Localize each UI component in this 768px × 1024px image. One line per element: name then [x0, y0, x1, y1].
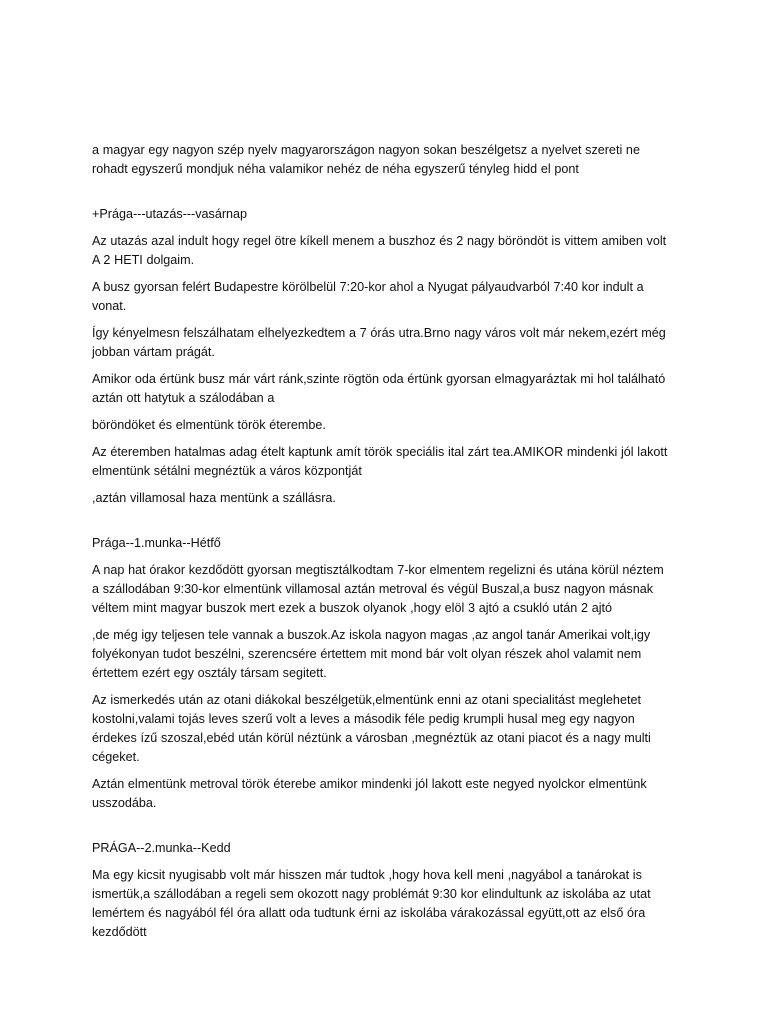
day1-paragraph-2: A busz gyorsan felért Budapestre körölbelül 7:20-kor ahol a Nyugat pályaudvarból 7:40 kor indult a vonat. — [92, 280, 644, 313]
day3-heading: PRÁGA--2.munka--Kedd — [92, 841, 231, 855]
day2-heading: Prága--1.munka--Hétfő — [92, 536, 221, 550]
day1-heading: +Prága---utazás---vasárnap — [92, 207, 248, 221]
day1-paragraph-7: ,aztán villamosal haza mentünk a szállásra. — [92, 491, 336, 505]
day1-paragraph-4: Amikor oda értünk busz már várt ránk,szinte rögtön oda értünk gyorsan elmagyaráztak mi hol található aztán ott hatytuk a szálodában a — [92, 372, 666, 405]
day2-paragraph-4: Aztán elmentünk metroval török éterebe amikor mindenki jól lakott este negyed nyolckor elmentünk usszodába. — [92, 777, 647, 810]
intro-paragraph: a magyar egy nagyon szép nyelv magyarországon nagyon sokan beszélgetsz a nyelvet szereti ne rohadt egyszerű mondjuk néha valamikor nehéz de néha egyszerű tényleg hidd el pont — [92, 143, 640, 176]
day3-paragraph-1: Ma egy kicsit nyugisabb volt már hisszen már tudtok ,hogy hova kell meni ,nagyábol a tanárokat is ismertük,a szállodában a regeli sem okozott nagy problémát 9:30 kor elindultunk az iskolába az utat lemértem és nagyából fél óra allatt oda tudtunk érni az iskolába várakozással együtt,ott az első óra kezdődött — [92, 868, 651, 939]
day2-paragraph-1: A nap hat órakor kezdődött gyorsan megtisztálkodtam 7-kor elmentem regelizni és utána körül néztem a szállodában 9:30-kor elmentünk villamosal aztán metroval és végül Buszal,a busz nagyon másnak véltem mint magyar buszok mert ezek a buszok olyanok ,hogy elöl 3 ajtó a csukló után 2 ajtó — [92, 563, 664, 615]
day1-paragraph-3: Így kényelmesn felszálhatam elhelyezkedtem a 7 órás utra.Brno nagy város volt már nekem,ezért még jobban vártam prágát. — [92, 326, 666, 359]
day2-paragraph-2: ,de még igy teljesen tele vannak a buszok.Az iskola nagyon magas ,az angol tanár Amerikai volt,igy folyékonyan tudot beszélni, szerencsére értettem mit mond bár volt olyan részek ahol valamit nem értettem ezért egy osztály társam segitett. — [92, 628, 651, 680]
day1-paragraph-6: Az éteremben hatalmas adag ételt kaptunk amít török speciális ital zárt tea.AMIKOR mindenki jól lakott elmentünk sétálni megnéztük a város központját — [92, 445, 668, 478]
day1-paragraph-1: Az utazás azal indult hogy regel ötre kíkell menem a buszhoz és 2 nagy böröndöt is vittem amiben volt A 2 HETI dolgaim. — [92, 234, 667, 267]
day1-paragraph-5: böröndöket és elmentünk török éterembe. — [92, 418, 326, 432]
day2-paragraph-3: Az ismerkedés után az otani diákokal beszélgetük,elmentünk enni az otani specialitást meglehetet kostolni,valami tojás leves szerű volt a leves a második féle pedig krumpli husal meg egy nagyon érdekes ízű szoszal,ebéd után körül néztünk a városban ,megnéztük az otani piacot és a nagy multi cégeket. — [92, 693, 651, 764]
